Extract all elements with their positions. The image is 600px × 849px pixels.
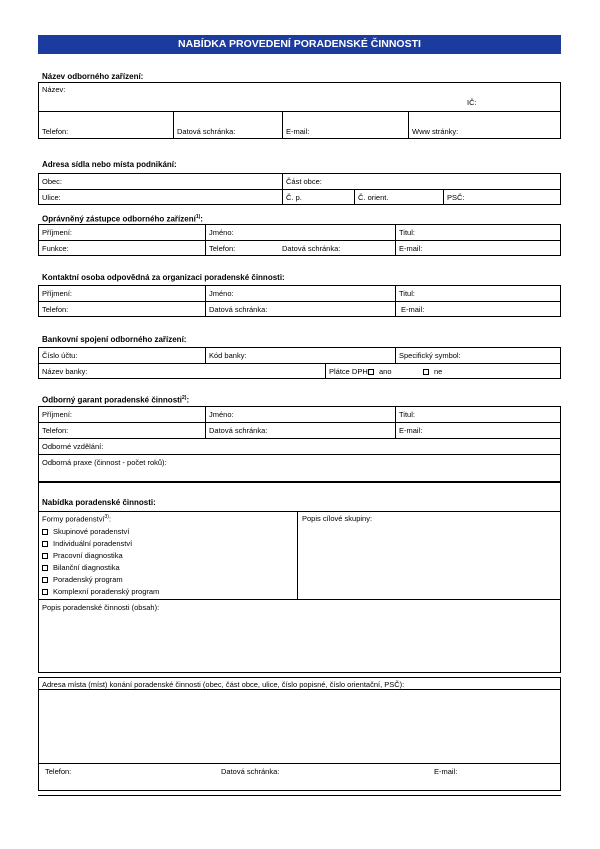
- vat-payer-label: Plátce DPH:: [329, 367, 370, 376]
- bank-code-field[interactable]: Kód banky:: [209, 351, 247, 360]
- checkbox-icon: [42, 541, 48, 547]
- postal-code-field[interactable]: PSČ:: [447, 193, 465, 202]
- divider: [395, 285, 396, 317]
- guarantor-databox-field[interactable]: Datová schránka:: [209, 426, 268, 435]
- divider: [38, 795, 561, 796]
- contact-surname-field[interactable]: Příjmení:: [42, 289, 73, 298]
- contact-title-field[interactable]: Titul:: [399, 289, 415, 298]
- divider: [38, 189, 561, 190]
- section-title-facility: Název odborného zařízení:: [42, 72, 144, 81]
- divider: [205, 406, 206, 438]
- section-title-bank: Bankovní spojení odborného zařízení:: [42, 335, 187, 344]
- divider: [297, 511, 298, 599]
- guarantor-firstname-field[interactable]: Jméno:: [209, 410, 234, 419]
- checkbox-icon: [423, 369, 429, 375]
- checkbox-icon: [42, 529, 48, 535]
- contact-email-field[interactable]: E-mail:: [401, 305, 425, 314]
- venue-email-field[interactable]: E-mail:: [434, 767, 458, 776]
- divider: [395, 224, 396, 256]
- specific-symbol-field[interactable]: Specifický symbol:: [399, 351, 461, 360]
- divider: [325, 363, 326, 379]
- divider: [408, 111, 409, 139]
- venue-address-field[interactable]: Adresa místa (míst) konání poradenské činnosti (obec, část obce, ulice, číslo popisné, číslo orientační, PSČ):: [42, 680, 405, 689]
- divider: [282, 111, 283, 139]
- checkbox-icon: [42, 589, 48, 595]
- city-part-field[interactable]: Část obce:: [286, 177, 322, 186]
- divider: [443, 189, 444, 205]
- form-option-checkbox[interactable]: Komplexní poradenský program: [42, 587, 159, 596]
- form-option-checkbox[interactable]: Bilanční diagnostika: [42, 563, 120, 572]
- divider: [38, 454, 561, 455]
- rep-firstname-field[interactable]: Jméno:: [209, 228, 234, 237]
- form-title: NABÍDKA PROVEDENÍ PORADENSKÉ ČINNOSTI: [38, 35, 561, 54]
- divider: [395, 406, 396, 438]
- account-number-field[interactable]: Číslo účtu:: [42, 351, 78, 360]
- form-option-checkbox[interactable]: Individuální poradenství: [42, 539, 132, 548]
- guarantor-box: [38, 406, 561, 482]
- form-option-checkbox[interactable]: Pracovní diagnostika: [42, 551, 123, 560]
- checkbox-icon: [42, 553, 48, 559]
- facility-phone-field[interactable]: Telefon:: [42, 127, 69, 136]
- section-title-guarantor: Odborný garant poradenské činnosti$^{2)}$:: [42, 395, 190, 405]
- rep-surname-field[interactable]: Příjmení:: [42, 228, 73, 237]
- ic-field[interactable]: IČ:: [467, 98, 477, 107]
- house-number-field[interactable]: Č. p.: [286, 193, 302, 202]
- checkbox-icon: [42, 577, 48, 583]
- rep-phone-field[interactable]: Telefon:: [209, 244, 236, 253]
- divider: [395, 347, 396, 363]
- divider: [38, 511, 561, 512]
- section-title-contact: Kontaktní osoba odpovědná za organizaci poradenské činnosti:: [42, 273, 285, 282]
- divider: [38, 301, 561, 302]
- counseling-forms-label: Formy poradenství$^{3)}$:: [42, 514, 112, 524]
- form-option-checkbox[interactable]: Skupinové poradenství: [42, 527, 129, 536]
- rep-title-field[interactable]: Titul:: [399, 228, 415, 237]
- checkbox-icon: [368, 369, 374, 375]
- contact-databox-field[interactable]: Datová schránka:: [209, 305, 268, 314]
- orientation-number-field[interactable]: Č. orient.: [358, 193, 389, 202]
- practice-field[interactable]: Odborná praxe (činnost - počet roků):: [42, 458, 167, 467]
- vat-yes-checkbox[interactable]: ano: [368, 367, 392, 376]
- divider: [38, 111, 561, 112]
- education-field[interactable]: Odborné vzdělání:: [42, 442, 104, 451]
- vat-no-checkbox[interactable]: ne: [423, 367, 442, 376]
- rep-email-field[interactable]: E-mail:: [399, 244, 423, 253]
- venue-phone-field[interactable]: Telefon:: [45, 767, 72, 776]
- rep-databox-field[interactable]: Datová schránka:: [282, 244, 341, 253]
- target-group-field[interactable]: Popis cílové skupiny:: [302, 514, 373, 523]
- divider: [38, 422, 561, 423]
- divider: [38, 363, 561, 364]
- section-title-offer: Nabídka poradenské činnosti:: [42, 498, 156, 507]
- divider: [354, 189, 355, 205]
- divider: [282, 173, 283, 205]
- rep-function-field[interactable]: Funkce:: [42, 244, 69, 253]
- activity-description-field[interactable]: Popis poradenské činnosti (obsah):: [42, 603, 160, 612]
- divider: [205, 224, 206, 256]
- guarantor-surname-field[interactable]: Příjmení:: [42, 410, 73, 419]
- guarantor-title-field[interactable]: Titul:: [399, 410, 415, 419]
- bank-name-field[interactable]: Název banky:: [42, 367, 88, 376]
- contact-firstname-field[interactable]: Jméno:: [209, 289, 234, 298]
- checkbox-icon: [42, 565, 48, 571]
- facility-email-field[interactable]: E-mail:: [286, 127, 310, 136]
- contact-phone-field[interactable]: Telefon:: [42, 305, 69, 314]
- guarantor-phone-field[interactable]: Telefon:: [42, 426, 69, 435]
- facility-name-field[interactable]: Název:: [42, 85, 66, 94]
- section-title-address: Adresa sídla nebo místa podnikání:: [42, 160, 177, 169]
- facility-web-field[interactable]: Www stránky:: [412, 127, 459, 136]
- divider: [38, 438, 561, 439]
- divider: [205, 285, 206, 317]
- city-field[interactable]: Obec:: [42, 177, 63, 186]
- form-option-checkbox[interactable]: Poradenský program: [42, 575, 123, 584]
- divider: [38, 689, 561, 690]
- section-title-representative: Oprávněný zástupce odborného zařízení$^{1)}$:: [42, 214, 203, 224]
- divider: [38, 763, 561, 764]
- street-field[interactable]: Ulice:: [42, 193, 61, 202]
- divider: [38, 599, 561, 600]
- guarantor-email-field[interactable]: E-mail:: [399, 426, 423, 435]
- venue-databox-field[interactable]: Datová schránka:: [221, 767, 280, 776]
- divider: [38, 240, 561, 241]
- facility-databox-field[interactable]: Datová schránka:: [177, 127, 236, 136]
- divider: [205, 347, 206, 363]
- venue-box: [38, 677, 561, 791]
- divider: [173, 111, 174, 139]
